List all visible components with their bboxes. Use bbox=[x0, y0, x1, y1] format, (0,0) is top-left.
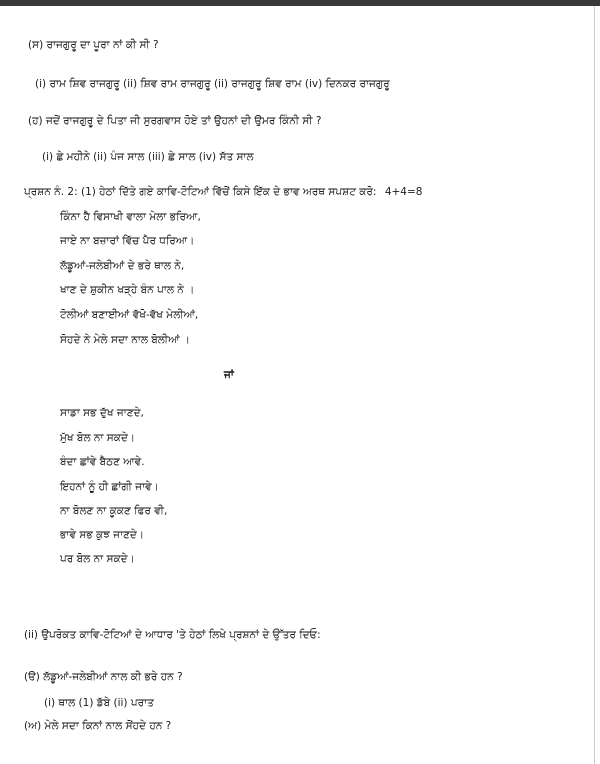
poem1-line: ਖਾਣ ਦੇ ਸ਼ੁਕੀਨ ਖੜ੍ਹੇ ਬੰਨ ਪਾਲ ਨੇ । bbox=[60, 284, 195, 296]
poem2-line: ਇਹਨਾਂ ਨੂੰ ਹੀ ਛਾਂਗੀ ਜਾਵੇ। bbox=[60, 481, 159, 493]
question-a: (ਅ) ਮੇਲੇ ਸਦਾ ਕਿਨਾਂ ਨਾਲ ਸੋਂਹਦੇ ਹਨ ? bbox=[24, 720, 172, 732]
poem1-line: ਕਿੰਨਾ ਹੈ ਵਿਸਾਖੀ ਵਾਲਾ ਮੇਲਾ ਭਰਿਆ, bbox=[60, 211, 201, 223]
poem2-line: ਸਾਡਾ ਸਭ ਦੁੱਖ ਜਾਣਦੇ, bbox=[60, 407, 144, 419]
poem1-line: ਜਾਏ ਨਾ ਬਜ਼ਾਰਾਂ ਵਿੱਚ ਪੈਰ ਧਰਿਆ। bbox=[60, 235, 195, 247]
question-h-options: (i) ਛੇ ਮਹੀਨੇ (ii) ਪੰਜ ਸਾਲ (iii) ਛੇ ਸਾਲ (iv) ਸੱਤ ਸਾਲ bbox=[42, 151, 254, 163]
poem2-line: ਨਾ ਬੋਲਣ ਨਾ ਕੂਕਣ ਫਿਰ ਵੀ, bbox=[60, 505, 168, 517]
question-2-text: ਪ੍ਰਸ਼ਨ ਨੰ. 2: (1) ਹੇਠਾਂ ਦਿੱਤੇ ਗਏ ਕਾਵਿ-ਟੋਟਿਆਂ ਵਿੱਚੋਂ ਕਿਸੇ ਇੱਕ ਦੇ ਭਾਵ ਅਰਥ ਸਪਸ਼ਟ ਕਰੋ: bbox=[24, 186, 377, 198]
question-s-options: (i) ਰਾਮ ਸ਼ਿਵ ਰਾਜਗੁਰੂ (ii) ਸ਼ਿਵ ਰਾਮ ਰਾਜਗੁਰੂ (ii) ਰਾਜਗੁਰੂ ਸ਼ਿਵ ਰਾਮ (iv) ਦਿਨਕਰ ਰਾਜਗੁਰੂ bbox=[35, 78, 390, 90]
question-h: (ਹ) ਜਦੋਂ ਰਾਜਗੁਰੂ ਦੇ ਪਿਤਾ ਜੀ ਸੁਰਗਵਾਸ ਹੋਏ ਤਾਂ ਉਹਨਾਂ ਦੀ ਉਮਰ ਕਿੰਨੀ ਸੀ ? bbox=[28, 115, 322, 127]
question-2-heading bbox=[24, 185, 422, 199]
or-label: ਜਾਂ bbox=[224, 369, 234, 381]
poem2-line: ਮੁੱਖ ਬੋਲ ਨਾ ਸਕਦੇ। bbox=[60, 432, 135, 444]
question-2-marks: 4+4=8 bbox=[384, 186, 423, 198]
poem2-line: ਪਰ ਬੋਲ ਨਾ ਸਕਦੇ। bbox=[60, 553, 135, 565]
question-s: (ਸ) ਰਾਜਗੁਰੂ ਦਾ ਪੂਰਾ ਨਾਂ ਕੀ ਸੀ ? bbox=[28, 39, 159, 51]
poem1-line: ਲੱਡੂਆਂ-ਜਲੇਬੀਆਂ ਦੇ ਭਰੇ ਥਾਲ ਨੇ, bbox=[60, 260, 185, 272]
sub-question-ii: (ii) ਉਪਰੋਕਤ ਕਾਵਿ-ਟੋਟਿਆਂ ਦੇ ਆਧਾਰ 'ਤੇ ਹੇਠਾਂ ਲਿਖੇ ਪ੍ਰਸ਼ਨਾਂ ਦੇ ਉੱਤਰ ਦਿਓ: bbox=[24, 629, 321, 641]
poem1-line: ਸੋਹਦੇ ਨੇ ਮੇਲੇ ਸਦਾ ਨਾਲ ਬੋਲੀਆਂ । bbox=[60, 334, 190, 346]
poem2-line: ਭਾਵੇ ਸਭ ਕੁਝ ਜਾਣਦੇ। bbox=[60, 529, 144, 541]
question-u: (ੳ) ਲੱਡੂਆਂ-ਜਲੇਬੀਆਂ ਨਾਲ ਕੀ ਭਰੇ ਹਨ ? bbox=[24, 671, 183, 683]
question-u-options: (i) ਥਾਲ (1) ਡੱਬੇ (ii) ਪਰਾਤ bbox=[44, 697, 154, 709]
poem1-line: ਟੋਲੀਆਂ ਬਣਾਈਆਂ ਵੱਖੋ-ਵੱਖ ਮੇਲੀਆਂ, bbox=[60, 309, 199, 321]
poem2-line: ਬੰਦਾ ਛਾਂਵੇ ਬੈਠਣ ਆਵੇ. bbox=[60, 456, 145, 468]
document-page bbox=[4, 6, 595, 764]
